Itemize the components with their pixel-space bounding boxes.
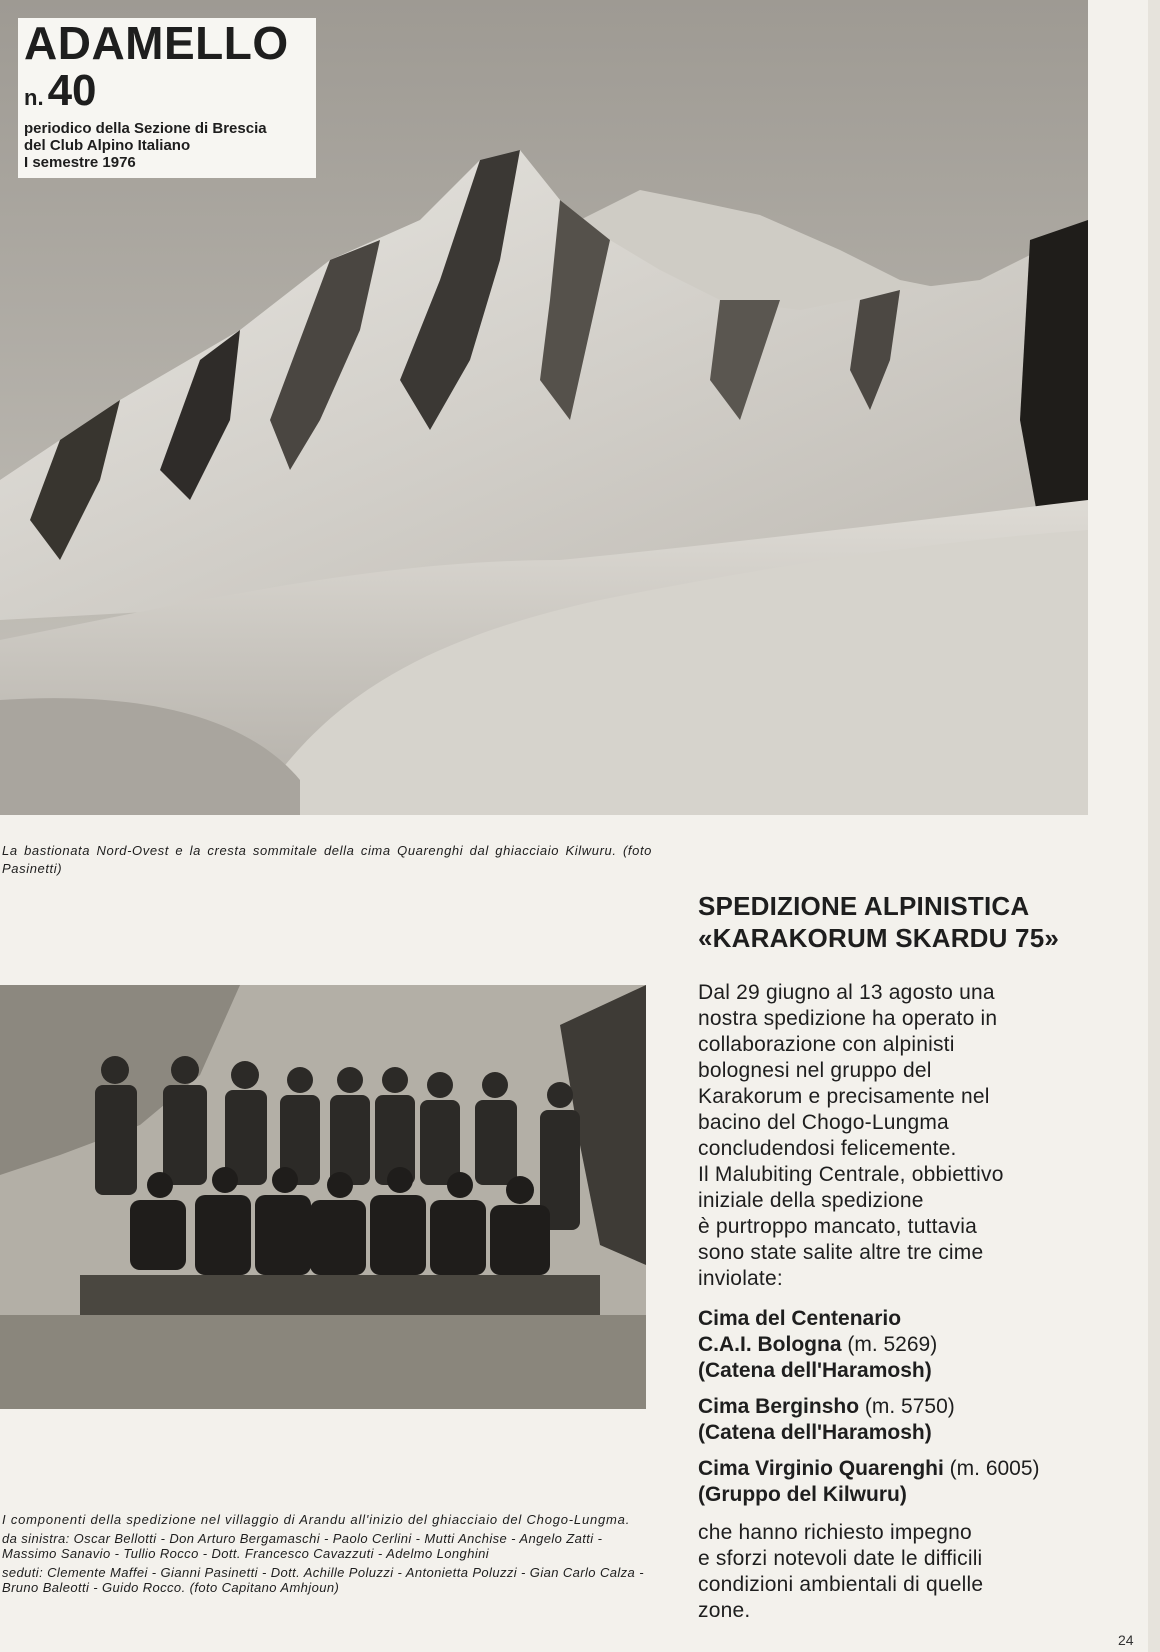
group-caption-intro: I componenti della spedizione nel villaggio di Arandu all'inizio del ghiacciaio del Chogo-Lungma.	[2, 1512, 631, 1527]
group-photo-caption	[2, 1512, 650, 1599]
peak-name: Cima Virginio Quarenghi	[698, 1457, 944, 1480]
closing-line: zone.	[698, 1599, 751, 1622]
article-body	[698, 980, 1098, 1292]
closing-line: condizioni ambientali di quelle	[698, 1573, 984, 1596]
closing-line: che hanno richiesto impegno	[698, 1521, 972, 1544]
peak-item	[698, 1456, 1108, 1508]
body-line: sono state salite altre tre cime	[698, 1241, 984, 1264]
peak-name: Cima Berginsho	[698, 1395, 860, 1418]
body-line: bacino del Chogo-Lungma	[698, 1111, 949, 1134]
peak-item	[698, 1306, 1108, 1384]
body-line: è purtroppo mancato, tuttavia	[698, 1215, 977, 1238]
article-headline	[698, 890, 1118, 954]
masthead-line-2: del Club Alpino Italiano	[24, 137, 191, 154]
mountain-photo-caption: La bastionata Nord-Ovest e la cresta sommitale della cima Quarenghi dal ghiacciaio Kilwuru. (foto Pasinetti)	[2, 843, 652, 876]
peak-height: (m. 5269)	[847, 1333, 938, 1356]
body-line: nostra spedizione ha operato in	[698, 1007, 998, 1030]
peak-height: (m. 5750)	[864, 1395, 955, 1418]
issue-number	[24, 68, 97, 124]
peaks-list	[698, 1306, 1108, 1518]
body-line: Il Malubiting Centrale, obbiettivo	[698, 1163, 1004, 1186]
body-line: collaborazione con alpinisti	[698, 1033, 955, 1056]
body-line: concludendosi felicemente.	[698, 1137, 957, 1160]
body-line: Karakorum e precisamente nel	[698, 1085, 990, 1108]
page-number: 24	[1118, 1632, 1134, 1648]
body-line: Dal 29 giugno al 13 agosto una	[698, 981, 995, 1004]
group-caption-seated: seduti: Clemente Maffei - Gianni Pasinetti - Dott. Achille Poluzzi - Antonietta Poluzzi - Gian Carlo Calza - Bruno Baleotti - Guido Rocco. (foto Capitano Amhjoun)	[2, 1565, 644, 1595]
article-closing	[698, 1520, 1098, 1624]
issue-prefix: n.	[24, 85, 44, 110]
page-edge	[1148, 0, 1160, 1652]
body-line: inviolate:	[698, 1267, 783, 1290]
headline-line-1: SPEDIZIONE ALPINISTICA	[698, 891, 1030, 921]
peak-group: (Catena dell'Haramosh)	[698, 1359, 932, 1382]
peak-group: (Gruppo del Kilwuru)	[698, 1483, 907, 1506]
expedition-group-photo	[0, 985, 646, 1409]
masthead	[18, 18, 316, 178]
group-caption-standing: da sinistra: Oscar Bellotti - Don Arturo Bergamaschi - Paolo Cerlini - Mutti Anchise - Angelo Zatti - Massimo Sanavio - Tullio Rocco - Dott. Francesco Cavazzuti - Adelmo Longhini	[2, 1531, 603, 1561]
headline-line-2: «KARAKORUM SKARDU 75»	[698, 923, 1060, 953]
closing-line: e sforzi notevoli date le difficili	[698, 1547, 983, 1570]
masthead-line-3: I semestre 1976	[24, 154, 136, 171]
peak-height: (m. 6005)	[949, 1457, 1040, 1480]
issue-value: 40	[47, 66, 97, 115]
body-line: iniziale della spedizione	[698, 1189, 924, 1212]
masthead-line-1: periodico della Sezione di Brescia	[24, 120, 267, 137]
magazine-title: ADAMELLO	[24, 17, 289, 69]
masthead-subtitle	[24, 120, 267, 171]
peak-name-cont: C.A.I. Bologna	[698, 1333, 842, 1356]
body-line: bolognesi nel gruppo del	[698, 1059, 932, 1082]
peak-group: (Catena dell'Haramosh)	[698, 1421, 932, 1444]
peak-name: Cima del Centenario	[698, 1307, 902, 1330]
peak-item	[698, 1394, 1108, 1446]
